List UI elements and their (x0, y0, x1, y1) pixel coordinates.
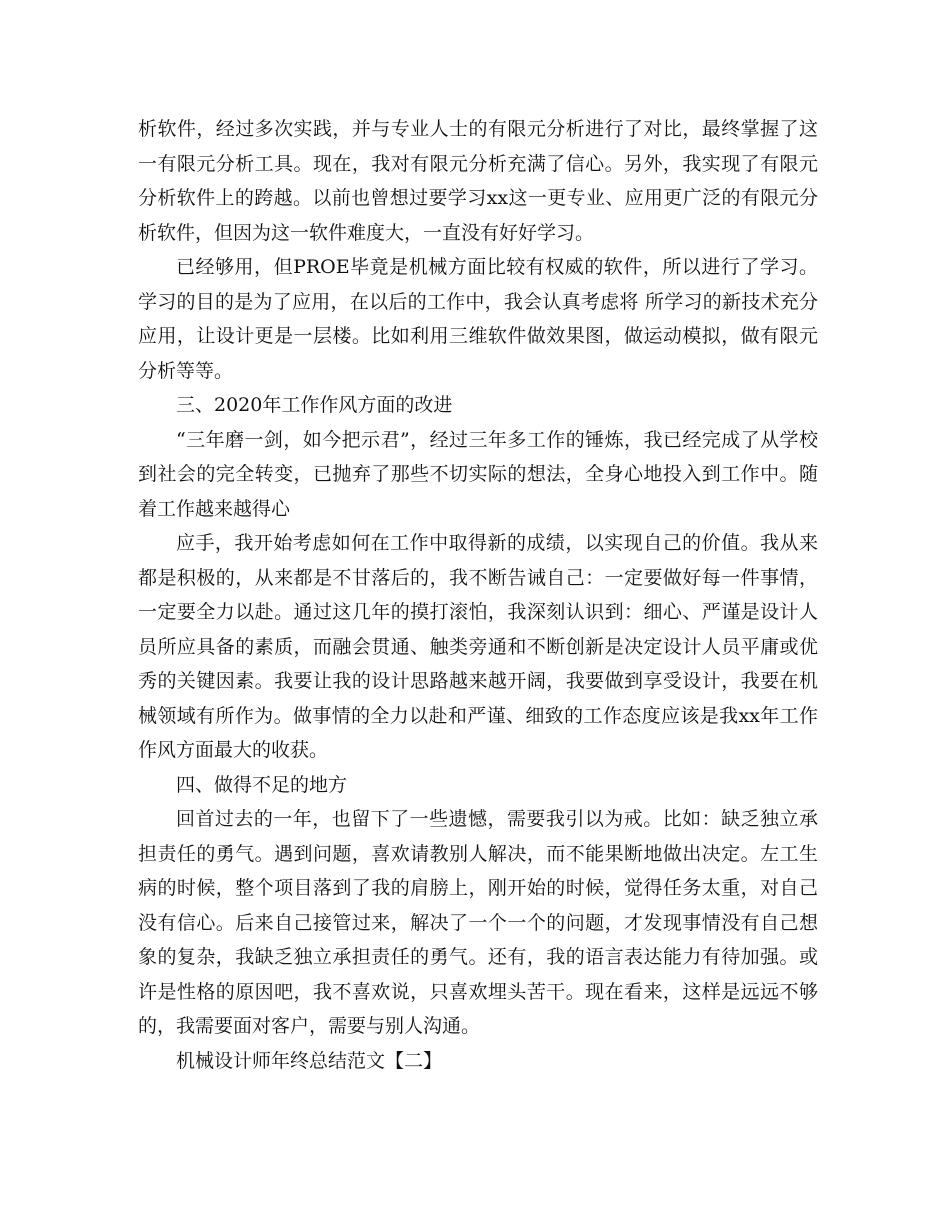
section-heading-shortcomings: 四、做得不足的地方 (176, 773, 348, 796)
paragraph-software-learning: 析软件，经过多次实践，并与专业人士的有限元分析进行了对比，最终掌握了这一有限元分析工具。现在，我对有限元分析充满了信心。另外，我实现了有限元分析软件上的跨越。以前也曾想过要学习xx这一更专业、应用更广泛的有限元分析软件，但因为这一软件难度大，一直没有好好学习。 (138, 118, 818, 244)
section-heading-work-style: 三、2020年工作作风方面的改进 (176, 394, 453, 416)
document-body (138, 112, 818, 1078)
section-heading-sample-two: 机械设计师年终总结范文【二】 (176, 1049, 443, 1072)
paragraph-new-achievements: 应手，我开始考虑如何在工作中取得新的成绩，以实现自己的价值。我从来都是积极的，从来都是不甘落后的，我不断告诫自己：一定要做好每一件事情，一定要全力以赴。通过这几年的摸打滚怕，我深刻认识到：细心、严谨是设计人员所应具备的素质，而融会贯通、触类旁通和不断创新是决定设计人员平庸或优秀的关键因素。我要让我的设计思路越来越开阔，我要做到享受设计，我要在机械领域有所作为。做事情的全力以赴和严谨、细致的工作态度应该是我xx年工作作风方面最大的收获。 (138, 532, 818, 761)
paragraph-proe-learning: 已经够用，但PROE毕竟是机械方面比较有权威的软件，所以进行了学习。学习的目的是为了应用，在以后的工作中，我会认真考虑将 所学习的新技术充分应用，让设计更是一层楼。比如利用三维软件做效果图，做运动模拟，做有限元分析等等。 (138, 256, 818, 382)
paragraph-three-years: “三年磨一剑，如今把示君”，经过三年多工作的锤炼，我已经完成了从学校到社会的完全转变，已抛弃了那些不切实际的想法，全身心地投入到工作中。随着工作越来越得心 (138, 428, 818, 520)
paragraph-regrets: 回首过去的一年，也留下了一些遗憾，需要我引以为戒。比如：缺乏独立承担责任的勇气。遇到问题，喜欢请教别人解决，而不能果断地做出决定。左工生病的时候，整个项目落到了我的肩膀上，刚开始的时候，觉得任务太重，对自己没有信心。后来自己接管过来，解决了一个一个的问题，才发现事情没有自己想象的复杂，我缺乏独立承担责任的勇气。还有，我的语言表达能力有待加强。或许是性格的原因吧，我不喜欢说，只喜欢埋头苦干。现在看来，这样是远远不够的，我需要面对客户，需要与别人沟通。 (138, 808, 818, 1037)
